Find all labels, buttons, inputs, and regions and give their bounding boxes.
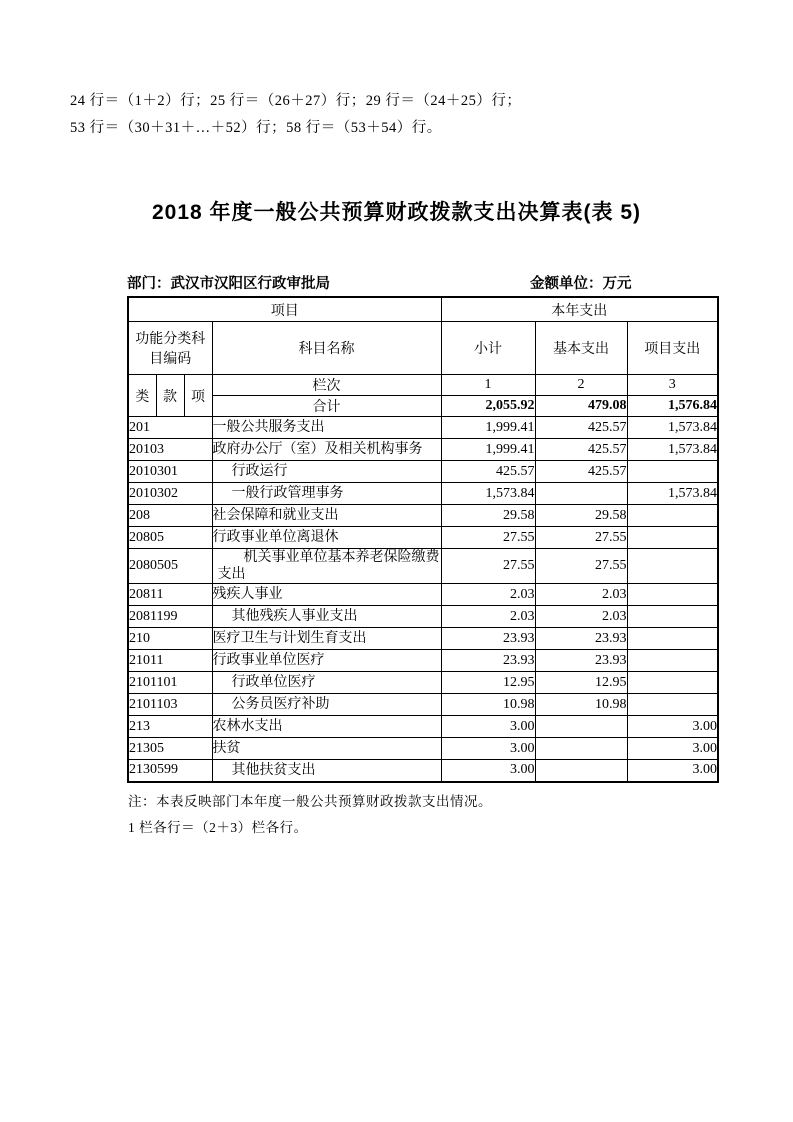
table-row [128, 606, 718, 628]
row-code-cell: 2080505 [128, 549, 212, 584]
row-project-cell [627, 584, 718, 606]
row-subtotal-cell: 2.03 [441, 606, 535, 628]
row-subtotal-cell: 23.93 [441, 650, 535, 672]
row-code-cell: 201 [128, 417, 212, 439]
header-section: 款 [156, 375, 184, 417]
row-project-cell: 1,573.84 [627, 483, 718, 505]
row-project-cell: 3.00 [627, 738, 718, 760]
table-row [128, 417, 718, 439]
row-subtotal-cell: 10.98 [441, 694, 535, 716]
row-name-cell: 行政运行 [212, 461, 441, 483]
row-project-cell: 1,573.84 [627, 439, 718, 461]
row-code-cell: 20103 [128, 439, 212, 461]
table-row [128, 650, 718, 672]
header-row-groups [128, 297, 718, 322]
row-project-cell [627, 527, 718, 549]
unit-label: 金额单位：万元 [530, 276, 632, 292]
table-row [128, 505, 718, 527]
footer-note-2: 1 栏各行＝（2＋3）栏各行。 [128, 820, 308, 835]
row-basic-cell: 425.57 [535, 461, 627, 483]
row-subtotal-cell: 27.55 [441, 549, 535, 584]
row-name-cell: 一般行政管理事务 [212, 483, 441, 505]
row-basic-cell: 425.57 [535, 417, 627, 439]
table-row [128, 760, 718, 782]
row-basic-cell [535, 760, 627, 782]
row-project-cell [627, 606, 718, 628]
row-basic-cell: 2.03 [535, 584, 627, 606]
row-code-cell: 21305 [128, 738, 212, 760]
header-current-year-group: 本年支出 [441, 297, 718, 322]
row-name-cell: 医疗卫生与计划生育支出 [212, 628, 441, 650]
header-row-columns [128, 322, 718, 375]
row-name-cell: 农林水支出 [212, 716, 441, 738]
row-basic-cell: 23.93 [535, 650, 627, 672]
row-name-cell: 机关事业单位基本养老保险缴费支出 [212, 549, 441, 584]
row-name-cell: 扶贫 [212, 738, 441, 760]
row-code-cell: 2010301 [128, 461, 212, 483]
row-subtotal-cell: 1,573.84 [441, 483, 535, 505]
total-subtotal: 2,055.92 [441, 396, 535, 417]
row-name-cell: 公务员医疗补助 [212, 694, 441, 716]
row-project-cell [627, 694, 718, 716]
table-row [128, 716, 718, 738]
header-row-index [128, 375, 718, 396]
table-row [128, 672, 718, 694]
row-basic-cell: 23.93 [535, 628, 627, 650]
row-subtotal-cell: 3.00 [441, 738, 535, 760]
row-basic-cell: 27.55 [535, 527, 627, 549]
row-name-cell: 其他残疾人事业支出 [212, 606, 441, 628]
row-basic-cell: 425.57 [535, 439, 627, 461]
row-name-cell: 残疾人事业 [212, 584, 441, 606]
total-row [128, 396, 718, 417]
row-project-cell: 3.00 [627, 760, 718, 782]
table-row [128, 694, 718, 716]
header-column-index-label: 栏次 [212, 375, 441, 396]
page-title: 2018 年度一般公共预算财政拨款支出决算表(表 5) [151, 201, 642, 224]
row-code-cell: 2010302 [128, 483, 212, 505]
row-code-cell: 20811 [128, 584, 212, 606]
row-subtotal-cell: 29.58 [441, 505, 535, 527]
row-subtotal-cell: 1,999.41 [441, 417, 535, 439]
row-name-cell: 其他扶贫支出 [212, 760, 441, 782]
footer-notes [128, 789, 492, 841]
budget-table-body [128, 417, 718, 782]
row-code-cell: 21011 [128, 650, 212, 672]
header-subject-name: 科目名称 [212, 322, 441, 375]
note-line-2: 53 行＝（30＋31＋…＋52）行；58 行＝（53＋54）行。 [70, 120, 442, 136]
row-subtotal-cell: 1,999.41 [441, 439, 535, 461]
row-subtotal-cell: 3.00 [441, 716, 535, 738]
row-subtotal-cell: 3.00 [441, 760, 535, 782]
row-code-cell: 2130599 [128, 760, 212, 782]
row-basic-cell [535, 483, 627, 505]
row-basic-cell [535, 716, 627, 738]
row-code-cell: 210 [128, 628, 212, 650]
row-project-cell [627, 628, 718, 650]
table-row [128, 628, 718, 650]
row-subtotal-cell: 27.55 [441, 527, 535, 549]
row-project-cell [627, 461, 718, 483]
calculation-notes [70, 88, 521, 142]
total-basic: 479.08 [535, 396, 627, 417]
row-name-cell: 行政单位医疗 [212, 672, 441, 694]
header-class: 类 [128, 375, 156, 417]
table-meta-row [127, 272, 717, 294]
row-code-cell: 2081199 [128, 606, 212, 628]
table-row [128, 549, 718, 584]
row-basic-cell: 27.55 [535, 549, 627, 584]
header-basic-expenditure: 基本支出 [535, 322, 627, 375]
row-name-cell: 行政事业单位离退休 [212, 527, 441, 549]
row-basic-cell [535, 738, 627, 760]
header-project-expenditure: 项目支出 [627, 322, 718, 375]
header-project-group: 项目 [128, 297, 441, 322]
row-project-cell [627, 672, 718, 694]
row-name-cell: 政府办公厅（室）及相关机构事务 [212, 439, 441, 461]
row-subtotal-cell: 2.03 [441, 584, 535, 606]
header-subtotal: 小计 [441, 322, 535, 375]
table-row [128, 461, 718, 483]
header-item: 项 [184, 375, 212, 417]
row-code-cell: 208 [128, 505, 212, 527]
header-column-index-2: 2 [535, 375, 627, 396]
row-project-cell [627, 505, 718, 527]
row-code-cell: 2101101 [128, 672, 212, 694]
row-basic-cell: 10.98 [535, 694, 627, 716]
total-project: 1,576.84 [627, 396, 718, 417]
row-basic-cell: 29.58 [535, 505, 627, 527]
row-basic-cell: 2.03 [535, 606, 627, 628]
row-project-cell [627, 549, 718, 584]
footer-note-1: 注：本表反映部门本年度一般公共预算财政拨款支出情况。 [128, 794, 492, 809]
row-subtotal-cell: 425.57 [441, 461, 535, 483]
row-basic-cell: 12.95 [535, 672, 627, 694]
table-row [128, 738, 718, 760]
row-name-cell: 一般公共服务支出 [212, 417, 441, 439]
table-row [128, 527, 718, 549]
header-column-index-3: 3 [627, 375, 718, 396]
table-row [128, 483, 718, 505]
row-project-cell [627, 650, 718, 672]
budget-table [127, 296, 719, 783]
header-column-index-1: 1 [441, 375, 535, 396]
row-subtotal-cell: 23.93 [441, 628, 535, 650]
table-row [128, 584, 718, 606]
row-code-cell: 213 [128, 716, 212, 738]
row-name-cell: 社会保障和就业支出 [212, 505, 441, 527]
table-row [128, 439, 718, 461]
row-code-cell: 2101103 [128, 694, 212, 716]
department-label: 部门：武汉市汉阳区行政审批局 [127, 276, 330, 292]
row-subtotal-cell: 12.95 [441, 672, 535, 694]
row-name-cell: 行政事业单位医疗 [212, 650, 441, 672]
note-line-1: 24 行＝（1＋2）行；25 行＝（26＋27）行；29 行＝（24＋25）行； [70, 93, 522, 109]
row-code-cell: 20805 [128, 527, 212, 549]
header-functional-code: 功能分类科目编码 [128, 322, 212, 375]
total-label: 合计 [212, 396, 441, 417]
row-project-cell: 1,573.84 [627, 417, 718, 439]
row-project-cell: 3.00 [627, 716, 718, 738]
